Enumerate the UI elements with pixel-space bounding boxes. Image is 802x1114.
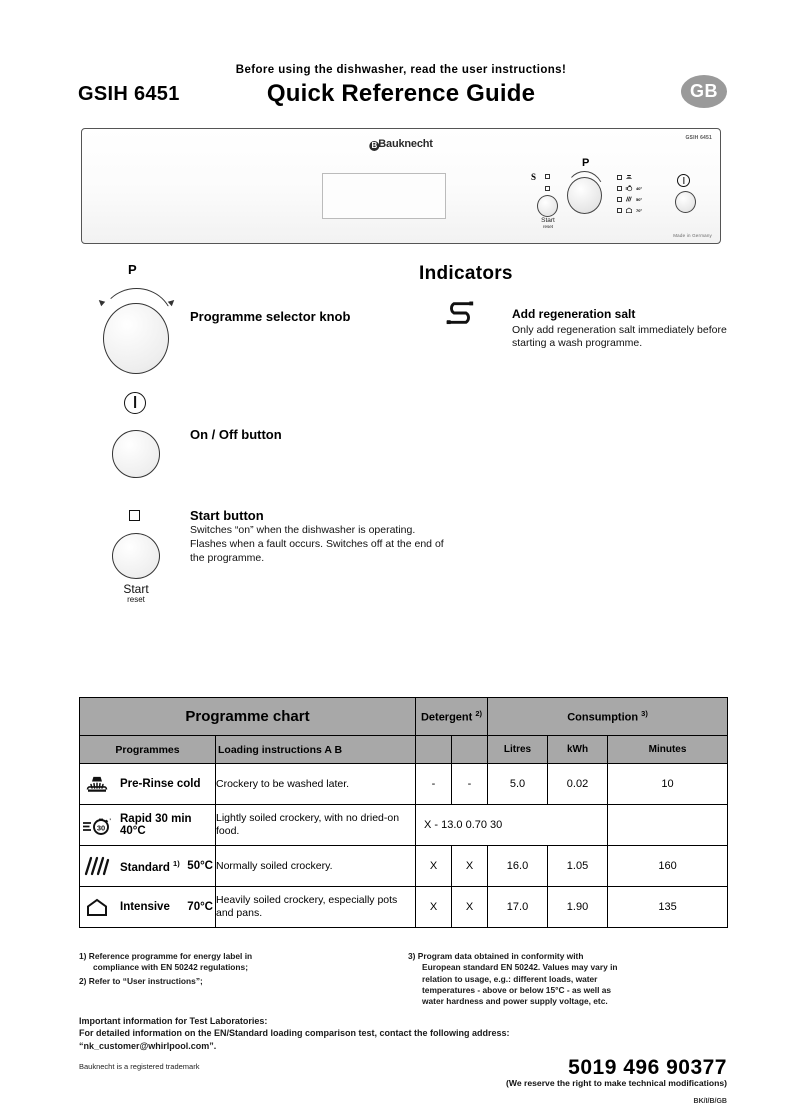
- row-programme-name: Intensive: [120, 901, 170, 913]
- panel-prog-led-row-standard: [617, 195, 642, 203]
- panel-start-button[interactable]: [537, 195, 558, 217]
- row-loading-instructions: Normally soiled crockery.: [216, 846, 416, 887]
- row-detergent-b: X: [452, 846, 488, 887]
- chart-col-detergent-b: [452, 736, 488, 764]
- row-kwh: 1.05: [548, 846, 608, 887]
- row-litres: 16.0: [488, 846, 548, 887]
- chart-col-loading: Loading instructions A B: [216, 736, 416, 764]
- salt-indicator-title: Add regeneration salt: [512, 307, 636, 321]
- panel-led-temp-standard: 50°: [636, 196, 643, 202]
- row-minutes: 10: [608, 764, 728, 805]
- test-lab-note: [79, 1015, 719, 1052]
- chart-col-minutes: Minutes: [608, 736, 728, 764]
- panel-prog-led-row-pre-rinse: [617, 173, 636, 181]
- svg-text:30: 30: [96, 823, 106, 833]
- panel-led-pre-rinse: [617, 175, 622, 180]
- panel-door-handle-area: [322, 173, 446, 219]
- row-programme-name: Pre-Rinse cold: [120, 778, 201, 790]
- panel-origin-text: Made in Germany: [673, 233, 712, 238]
- header-warning: Before using the dishwasher, read the user instructions!: [235, 64, 567, 76]
- intensive-icon: [625, 206, 633, 214]
- chart-detergent-header: Detergent $^{2)}$: [416, 698, 488, 736]
- part-number: 5019 496 90377: [568, 1056, 727, 1079]
- standard-icon: [625, 195, 633, 203]
- panel-knob-label: P: [582, 157, 590, 169]
- chart-col-programmes: Programmes: [80, 736, 216, 764]
- panel-prog-led-row-rapid: [617, 184, 642, 192]
- chart-col-kwh: kWh: [548, 736, 608, 764]
- panel-programme-knob[interactable]: [567, 177, 602, 214]
- start-button[interactable]: [112, 533, 160, 579]
- row-minutes: 160: [608, 846, 728, 887]
- on-off-button[interactable]: [112, 430, 160, 478]
- table-row: [80, 887, 728, 928]
- programme-selector-knob[interactable]: [103, 303, 169, 374]
- row-detergent-a: -: [416, 764, 452, 805]
- footnote-3: 3) Program data obtained in conformity with European standard EN 50242. Values may vary in relation to usage, e.g.: different loads, water temperatures - above or below 15°C - as well as water hardness and power supply voltage, etc.: [408, 951, 618, 1007]
- row-programme-cell: [80, 846, 216, 887]
- standard-icon: [80, 853, 114, 879]
- row-loading-instructions: Crockery to be washed later.: [216, 764, 416, 805]
- row-programme-cell: [80, 764, 216, 805]
- header-model-number: GSIH 6451: [78, 83, 180, 105]
- row-detergent-b: -: [452, 764, 488, 805]
- table-row: [80, 846, 728, 887]
- salt-indicator-text: Only add regeneration salt immediately before starting a wash programme.: [512, 324, 727, 350]
- start-button-label: Start button: [190, 508, 264, 523]
- row-values-overflow-run: [416, 805, 608, 846]
- rapid-icon: [80, 812, 114, 838]
- square-led-icon: [129, 510, 140, 521]
- indicators-section-title: Indicators: [419, 263, 513, 284]
- panel-onoff-button[interactable]: [675, 191, 696, 213]
- row-minutes: 135: [608, 887, 728, 928]
- start-button-description: Switches “on” when the dishwasher is operating. Flashes when a fault occurs. Switches off at the end of the programme.: [190, 524, 444, 564]
- bauknecht-logo-text: Bauknecht: [378, 138, 433, 150]
- programme-selector-knob-label: Programme selector knob: [190, 309, 351, 324]
- pre-rinse-icon: [625, 173, 633, 181]
- svg-text:': ': [109, 819, 111, 825]
- chart-col-detergent-a: [416, 736, 452, 764]
- row-minutes: [608, 805, 728, 846]
- row-loading-instructions: Heavily soiled crockery, especially pots and pans.: [216, 887, 416, 928]
- row-litres: 17.0: [488, 887, 548, 928]
- footnote-1: 1) Reference programme for energy label in compliance with EN 50242 regulations;: [79, 951, 253, 973]
- chart-title-header: Programme chart: [80, 698, 416, 736]
- test-lab-line2: For detailed information on the EN/Standard loading comparison test, contact the following address:: [79, 1028, 510, 1039]
- footnotes-right: [408, 951, 728, 1010]
- footnote-2: 2) Refer to “User instructions”;: [79, 975, 203, 986]
- row-litres: 5.0: [488, 764, 548, 805]
- table-row: [80, 764, 728, 805]
- row-loading-instructions: Lightly soiled crockery, with no dried-on food.: [216, 805, 416, 846]
- test-lab-title: Important information for Test Laboratories:: [79, 1016, 268, 1026]
- panel-led-temp-intensive: 70°: [636, 207, 643, 213]
- control-panel-illustration: [81, 128, 721, 244]
- row-kwh: 0.02: [548, 764, 608, 805]
- bauknecht-logo: [369, 138, 432, 151]
- rapid-icon: [625, 184, 633, 192]
- row-kwh: 1.90: [548, 887, 608, 928]
- test-lab-email: “nk_customer@whirlpool.com”.: [79, 1040, 217, 1051]
- row-programme-temp: 70°C: [187, 901, 213, 913]
- power-icon: [124, 392, 146, 414]
- trademark-note: Bauknecht is a registered trademark: [79, 1062, 200, 1071]
- start-button-caption: Start reset: [123, 582, 149, 604]
- row-detergent-a: X: [416, 846, 452, 887]
- panel-led-rapid: [617, 186, 622, 191]
- footnotes-left: [79, 951, 359, 989]
- chart-consumption-header: Consumption $^{3)}$: [488, 698, 728, 736]
- page-title: Quick Reference Guide: [266, 80, 536, 107]
- intensive-icon: [80, 894, 114, 920]
- programme-chart-table: [79, 697, 728, 928]
- panel-start-led: [545, 186, 550, 191]
- row-programme-name: Rapid 30 min 40°C: [120, 813, 192, 837]
- row-programme-cell: [80, 805, 216, 846]
- panel-led-standard: [617, 197, 622, 202]
- panel-model-code: GSIH 6451: [685, 135, 712, 141]
- table-row: [80, 805, 728, 846]
- pre-rinse-icon: [80, 771, 114, 797]
- row-detergent-b: X: [452, 887, 488, 928]
- panel-prog-led-row-intensive: [617, 206, 642, 214]
- panel-salt-symbol: S: [531, 172, 537, 182]
- panel-led-intensive: [617, 208, 622, 213]
- panel-power-icon: [677, 174, 690, 187]
- row-programme-cell: [80, 887, 216, 928]
- knob-symbol-p: P: [128, 262, 137, 277]
- on-off-button-label: On / Off button: [190, 427, 282, 442]
- chart-col-litres: Litres: [488, 736, 548, 764]
- panel-led-temp-rapid: 40°: [636, 185, 643, 191]
- row-values-overflow-text: X - 13.0 0.70 30: [424, 819, 503, 831]
- panel-salt-led: [545, 174, 550, 179]
- salt-indicator-icon: [443, 298, 477, 328]
- row-programme-name: Standard $^{1)}$: [120, 858, 180, 874]
- row-detergent-a: X: [416, 887, 452, 928]
- reserve-rights-note: (We reserve the right to make technical modifications): [506, 1078, 727, 1088]
- locale-badge-gb: GB: [681, 75, 727, 108]
- corner-document-code: BK/I/B/GB: [693, 1098, 727, 1105]
- panel-start-label: Start reset: [541, 217, 555, 229]
- bauknecht-logo-mark: B: [369, 141, 379, 151]
- row-programme-temp: 50°C: [187, 860, 213, 872]
